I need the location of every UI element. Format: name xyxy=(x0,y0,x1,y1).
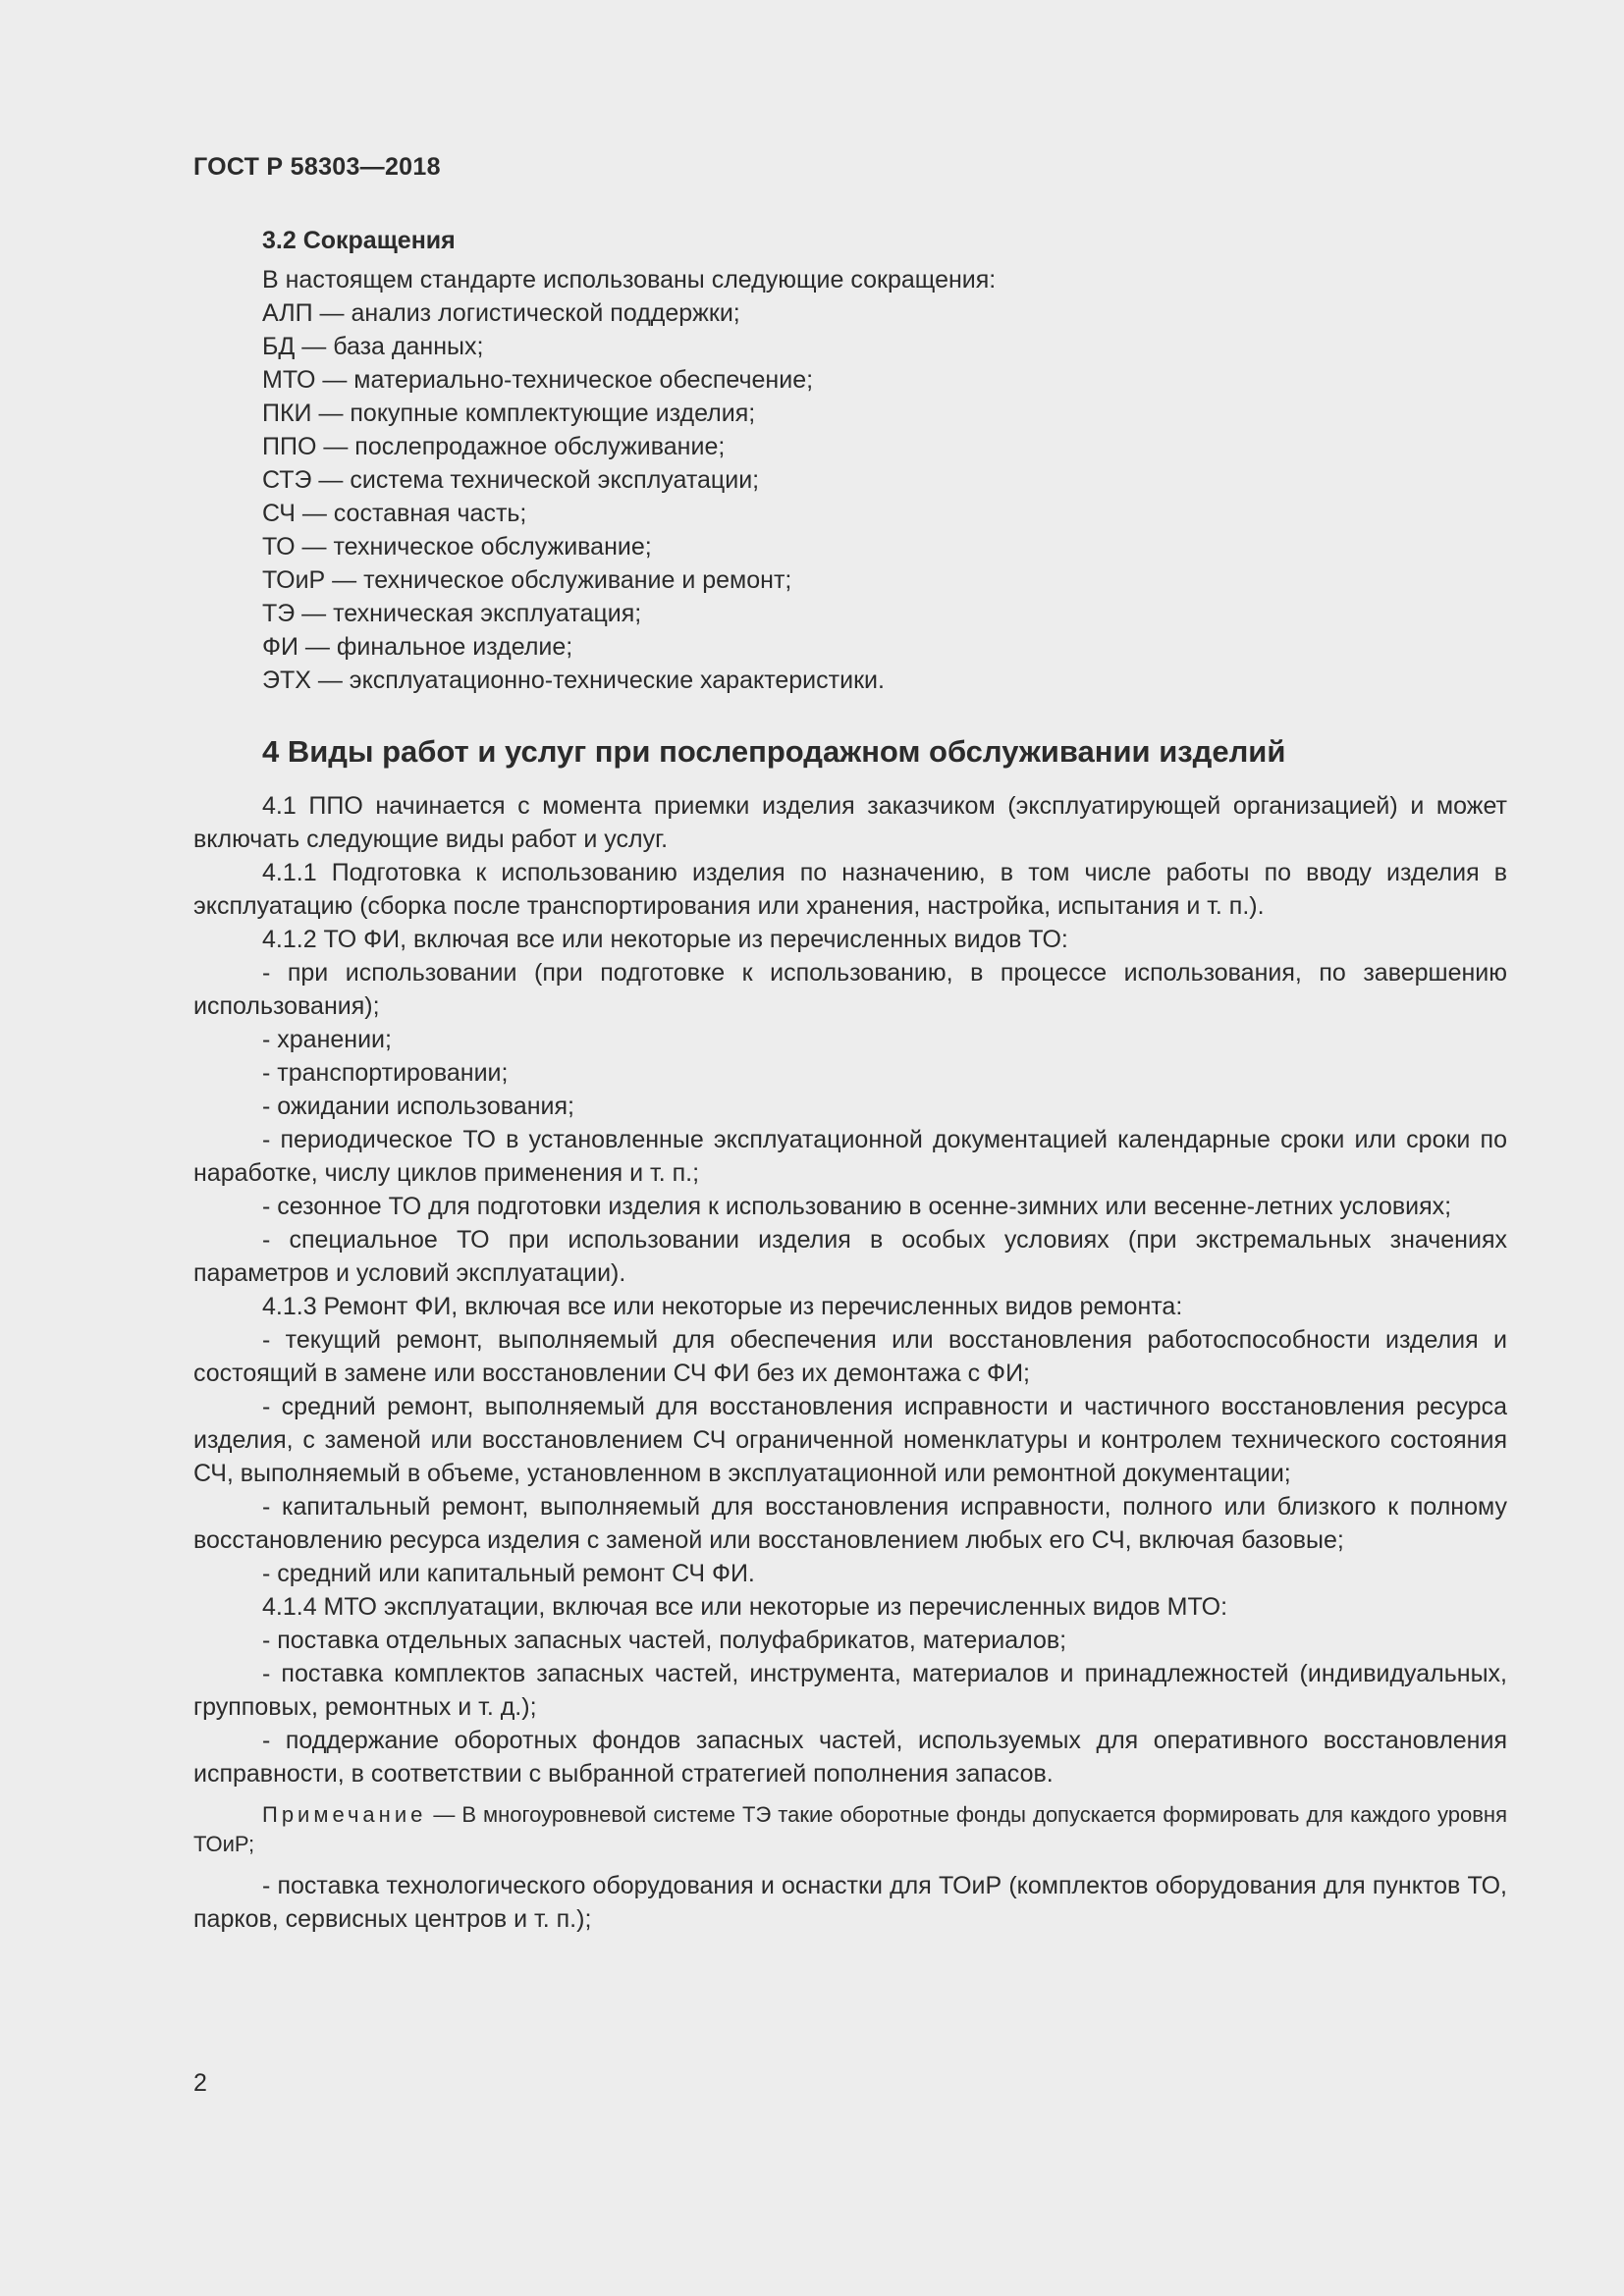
list-item: - поставка отдельных запасных частей, полуфабрикатов, материалов; xyxy=(262,1627,1067,1654)
list-item: - поддержание оборотных фондов запасных частей, используемых для оперативного восстановления исправности, в соответствии с выбранной стратегией пополнения запасов. xyxy=(193,1727,1507,1788)
abbreviation-item: СЧ — составная часть; xyxy=(262,500,527,527)
document-body xyxy=(193,224,1507,1936)
list-item: - специальное ТО при использовании изделия в особых условиях (при экстремальных значениях параметров и условий эксплуатации). xyxy=(193,1226,1507,1287)
list-item: - текущий ремонт, выполняемый для обеспечения или восстановления работоспособности изделия и состоящий в замене или восстановлении СЧ ФИ без их демонтажа с ФИ; xyxy=(193,1326,1507,1387)
list-item: - хранении; xyxy=(262,1026,392,1053)
abbreviation-item: ППО — послепродажное обслуживание; xyxy=(262,433,726,460)
abbreviation-item: АЛП — анализ логистической поддержки; xyxy=(262,299,740,327)
list-item: - поставка комплектов запасных частей, инструмента, материалов и принадлежностей (индивидуальных, групповых, ремонтных и т. д.); xyxy=(193,1660,1507,1721)
list-item: - периодическое ТО в установленные эксплуатационной документацией календарные сроки или сроки по наработке, числу циклов применения и т. п.; xyxy=(193,1126,1507,1187)
note-text: — В многоуровневой системе ТЭ такие оборотные фонды допускается формировать для каждого уровня ТОиР; xyxy=(193,1802,1507,1856)
note xyxy=(193,1800,1507,1859)
list-item: - сезонное ТО для подготовки изделия к использованию в осенне-зимних или весенне-летних условиях; xyxy=(262,1193,1452,1220)
abbreviation-item: ТО — техническое обслуживание; xyxy=(262,533,652,561)
paragraph: 4.1.1 Подготовка к использованию изделия по назначению, в том числе работы по вводу изделия в эксплуатацию (сборка после транспортирования или хранения, настройка, испытания и т. п.). xyxy=(193,859,1507,920)
list-item: - средний ремонт, выполняемый для восстановления исправности и частичного восстановления ресурса изделия, с заменой или восстановлением СЧ ограниченной номенклатуры и контролем технического состояния СЧ, выполняемый в объеме, установленном в эксплуатационной или ремонтной документации; xyxy=(193,1393,1507,1487)
abbreviation-item: СТЭ — система технической эксплуатации; xyxy=(262,466,760,494)
abbreviations-intro: В настоящем стандарте использованы следующие сокращения: xyxy=(262,266,997,294)
list-item: - поставка технологического оборудования и оснастки для ТОиР (комплектов оборудования для пунктов ТО, парков, сервисных центров и т. п.); xyxy=(193,1872,1507,1933)
abbreviation-item: ТОиР — техническое обслуживание и ремонт; xyxy=(262,566,792,594)
list-item: - капитальный ремонт, выполняемый для восстановления исправности, полного или близкого к полному восстановлению ресурса изделия с заменой или восстановлением любых его СЧ, включая базовые; xyxy=(193,1493,1507,1554)
abbreviation-item: ПКИ — покупные комплектующие изделия; xyxy=(262,400,756,427)
page-number: 2 xyxy=(193,2069,207,2097)
abbreviation-item: ФИ — финальное изделие; xyxy=(262,633,573,661)
abbreviation-item: ТЭ — техническая эксплуатация; xyxy=(262,600,642,627)
paragraph: 4.1 ППО начинается с момента приемки изделия заказчиком (эксплуатирующей организацией) и может включать следующие виды работ и услуг. xyxy=(193,792,1507,853)
document-header: ГОСТ Р 58303—2018 xyxy=(193,153,441,181)
subsection-title: 3.2 Сокращения xyxy=(262,227,456,254)
list-item: - средний или капитальный ремонт СЧ ФИ. xyxy=(262,1560,755,1587)
list-item: - транспортировании; xyxy=(262,1059,509,1087)
abbreviation-item: ЭТХ — эксплуатационно-технические характеристики. xyxy=(262,667,885,694)
paragraph: 4.1.3 Ремонт ФИ, включая все или некоторые из перечисленных видов ремонта: xyxy=(262,1293,1183,1320)
paragraph: 4.1.4 МТО эксплуатации, включая все или некоторые из перечисленных видов МТО: xyxy=(262,1593,1228,1621)
abbreviation-item: МТО — материально-техническое обеспечение; xyxy=(262,366,814,394)
paragraph: 4.1.2 ТО ФИ, включая все или некоторые из перечисленных видов ТО: xyxy=(262,926,1068,953)
list-item: - ожидании использования; xyxy=(262,1093,574,1120)
abbreviations-list xyxy=(262,263,1507,697)
section-title: 4 Виды работ и услуг при послепродажном обслуживании изделий xyxy=(262,734,1286,769)
abbreviation-item: БД — база данных; xyxy=(262,333,484,360)
note-label: Примечание xyxy=(262,1802,427,1827)
list-item: - при использовании (при подготовке к использованию, в процессе использования, по завершению использования); xyxy=(193,959,1507,1020)
